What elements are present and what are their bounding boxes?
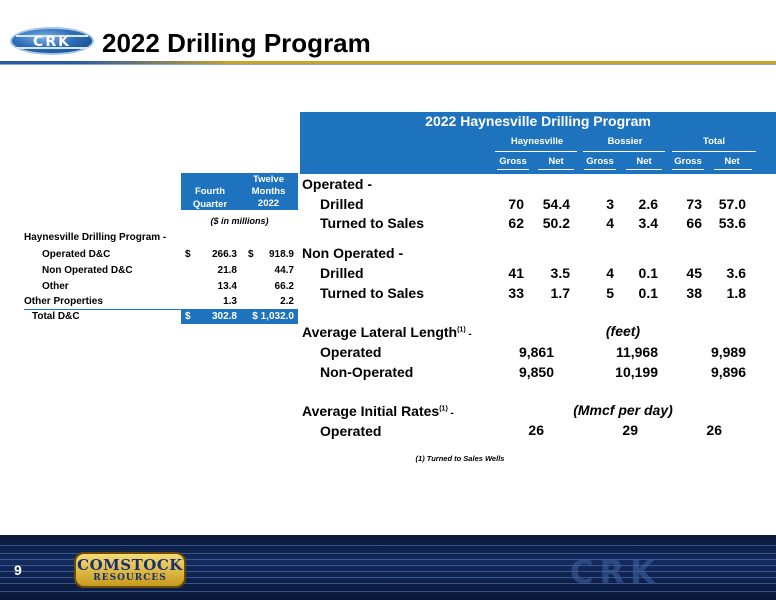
subcol-rule xyxy=(538,169,574,170)
operated-drilled-label: Drilled xyxy=(320,196,364,212)
subcol-net: Net xyxy=(636,156,652,167)
cell-value: 9,896 xyxy=(710,364,746,380)
dc-row-currency: $ xyxy=(185,249,191,260)
cell-value: 9,861 xyxy=(518,344,554,360)
group-rule xyxy=(583,151,665,152)
dc-row-label: Operated D&C xyxy=(42,249,111,260)
cell-value: 41 xyxy=(508,265,524,281)
slide-header xyxy=(0,0,776,62)
initial-rates-unit: (Mmcf per day) xyxy=(573,402,673,418)
dc-total-twelve-months: $ 1,032.0 xyxy=(252,311,294,322)
non-operated-turned-label: Turned to Sales xyxy=(320,285,424,301)
operated-turned-label: Turned to Sales xyxy=(320,215,424,231)
subcol-rule xyxy=(672,169,704,170)
subcol-net: Net xyxy=(724,156,740,167)
group-bossier: Bossier xyxy=(607,136,643,147)
subcol-rule xyxy=(714,169,752,170)
dc-other-properties-label: Other Properties xyxy=(24,296,103,307)
footnote: (1) Turned to Sales Wells xyxy=(415,454,505,463)
dc-col-fourth-quarter: Fourth Quarter 2022 xyxy=(192,186,228,221)
comstock-logo xyxy=(74,552,186,588)
group-rule xyxy=(672,151,756,152)
cell-value: 3 xyxy=(606,196,614,212)
watermark-logo: CRK xyxy=(570,553,661,591)
group-haynesville: Haynesville xyxy=(510,136,564,147)
subcol-rule xyxy=(497,169,529,170)
comstock-logo-sub: RESOURCES xyxy=(93,573,167,583)
dc-row-twelve-months: 44.7 xyxy=(274,265,294,276)
cell-value: 0.1 xyxy=(638,265,658,281)
cell-value: 45 xyxy=(686,265,702,281)
cell-value: 1.7 xyxy=(550,285,570,301)
dc-total-currency: $ xyxy=(185,311,191,322)
cell-value: 1.8 xyxy=(726,285,746,301)
dc-row-twelve-months: 918.9 xyxy=(268,249,294,260)
cell-value: 50.2 xyxy=(542,215,570,231)
comstock-logo-name: COMSTOCK xyxy=(77,556,183,574)
dc-row-q4: 21.8 xyxy=(217,265,237,276)
cell-value: 33 xyxy=(508,285,524,301)
initial-rates-heading: Average Initial Rates$^{(1)}$ - xyxy=(302,403,454,419)
dc-row-label: Other xyxy=(42,281,69,292)
group-total: Total xyxy=(703,136,725,147)
dc-other-properties-q4: 1.3 xyxy=(223,296,237,307)
dc-row-currency: $ xyxy=(248,249,254,260)
subcol-gross: Gross xyxy=(586,156,614,167)
lateral-length-unit: (feet) xyxy=(605,323,641,339)
cell-value: 4 xyxy=(606,215,614,231)
dc-section-label: Haynesville Drilling Program - xyxy=(24,232,167,243)
initial-rates-operated-label: Operated xyxy=(320,423,382,439)
non-operated-drilled-label: Drilled xyxy=(320,265,364,281)
lateral-length-heading: Average Lateral Length$^{(1)}$ - xyxy=(302,324,472,340)
cell-value: 70 xyxy=(508,196,524,212)
dc-units-label: ($ in millions) xyxy=(210,216,269,226)
subcol-rule xyxy=(626,169,662,170)
cell-value: 54.4 xyxy=(542,196,570,212)
dc-other-properties-twelve-months: 2.2 xyxy=(280,296,294,307)
cell-value: 26 xyxy=(528,422,544,438)
cell-value: 62 xyxy=(508,215,524,231)
lateral-non-operated-label: Non-Operated xyxy=(320,364,414,380)
subcol-net: Net xyxy=(548,156,564,167)
dc-row-q4: 13.4 xyxy=(217,281,237,292)
lateral-operated-label: Operated xyxy=(320,344,382,360)
cell-value: 53.6 xyxy=(718,215,746,231)
operated-heading: Operated - xyxy=(302,176,373,192)
cell-value: 57.0 xyxy=(718,196,746,212)
cell-value: 26 xyxy=(706,422,722,438)
dc-row-twelve-months: 66.2 xyxy=(274,281,294,292)
cell-value: 3.4 xyxy=(638,215,658,231)
header-divider-thin xyxy=(0,64,776,65)
company-logo-text: CRK xyxy=(33,34,71,50)
dc-total-rule xyxy=(24,309,181,310)
group-rule xyxy=(495,151,577,152)
subcol-gross: Gross xyxy=(499,156,527,167)
dc-col-twelve-months: Twelve Months 2022 xyxy=(251,174,286,209)
cell-value: 3.5 xyxy=(550,265,570,281)
cell-value: 9,989 xyxy=(710,344,746,360)
cell-value: 2.6 xyxy=(638,196,658,212)
slide-footer xyxy=(0,535,776,600)
cell-value: 10,199 xyxy=(615,364,658,380)
cell-value: 29 xyxy=(622,422,638,438)
page-number: 9 xyxy=(14,562,22,578)
company-logo xyxy=(10,27,94,55)
dc-row-label: Non Operated D&C xyxy=(42,265,133,276)
dc-total-label: Total D&C xyxy=(32,311,80,322)
cell-value: 11,968 xyxy=(615,344,658,360)
cell-value: 4 xyxy=(606,265,614,281)
subcol-rule xyxy=(584,169,616,170)
non-operated-heading: Non Operated - xyxy=(302,245,404,261)
cell-value: 66 xyxy=(686,215,702,231)
dc-total-q4: 302.8 xyxy=(211,311,237,322)
cell-value: 9,850 xyxy=(518,364,554,380)
dc-row-q4: 266.3 xyxy=(211,249,237,260)
cell-value: 3.6 xyxy=(726,265,746,281)
program-table-title: 2022 Haynesville Drilling Program xyxy=(425,113,651,129)
subcol-gross: Gross xyxy=(674,156,702,167)
cell-value: 0.1 xyxy=(638,285,658,301)
page-title: 2022 Drilling Program xyxy=(102,28,371,58)
cell-value: 5 xyxy=(606,285,614,301)
cell-value: 73 xyxy=(686,196,702,212)
cell-value: 38 xyxy=(686,285,702,301)
